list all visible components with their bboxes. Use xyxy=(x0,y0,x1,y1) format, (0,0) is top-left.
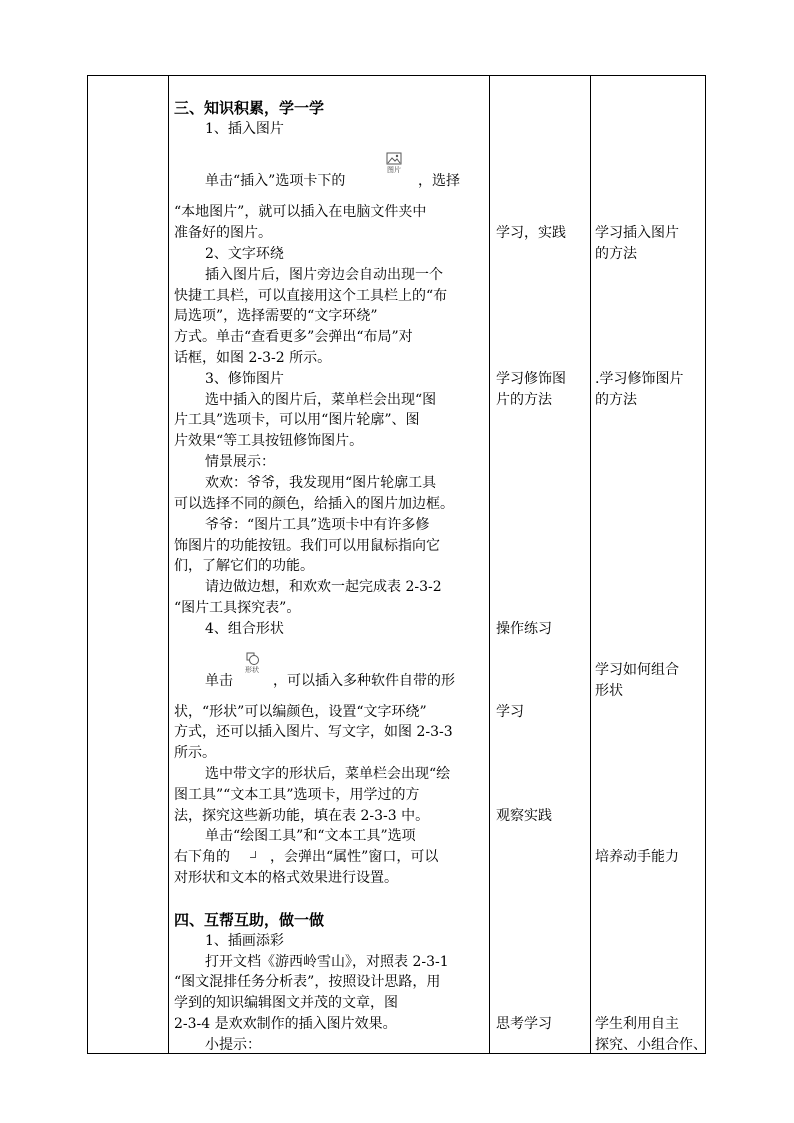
picture-icon xyxy=(385,152,403,175)
intent-cell: 的方法 xyxy=(595,392,637,408)
shapes-icon xyxy=(243,652,261,675)
text-line: 法，探究这些新功能，填在表 2-3-3 中。 xyxy=(174,808,430,824)
dialog-launcher-icon xyxy=(250,851,256,858)
text-line: 片效果“等工具按钮修饰图片。 xyxy=(174,433,364,449)
text-line: 方式。单击“查看更多”会弹出“布局”对 xyxy=(174,329,413,345)
text-line: 状，“形状”可以编颜色，设置“文字环绕” xyxy=(174,704,427,720)
item4-line1-post: ，可以插入多种软件自带的形 xyxy=(273,673,455,689)
item4-title: 4、组合形状 xyxy=(205,621,284,637)
text-line: 饰图片的功能按钮。我们可以用鼠标指向它 xyxy=(174,538,440,554)
text-line: 对形状和文本的格式效果进行设置。 xyxy=(174,870,398,886)
text-line: 所示。 xyxy=(174,745,216,761)
text-line: 快捷工具栏，可以直接用这个工具栏上的“布 xyxy=(174,288,448,304)
text-line: “本地图片”，就可以插入在电脑文件夹中 xyxy=(174,204,427,220)
section4-item1-title: 1、插画添彩 xyxy=(205,933,284,949)
text-line: “图文混排任务分析表”，按照设计思路，用 xyxy=(174,974,441,990)
picture-icon-label: 图片 xyxy=(387,166,401,174)
item4-line1-pre: 单击 xyxy=(205,673,233,689)
activity-cell: 思考学习 xyxy=(496,1016,552,1032)
intent-cell: 的方法 xyxy=(595,246,637,262)
tip-label: 小提示： xyxy=(205,1037,261,1053)
text-line: 方式，还可以插入图片、写文字，如图 2-3-3 xyxy=(174,724,453,740)
item1-title: 1、插入图片 xyxy=(205,121,284,137)
column-divider xyxy=(168,76,169,1053)
item1-line1-post: ，选择 xyxy=(418,173,460,189)
intent-cell: 学习如何组合 xyxy=(595,662,679,678)
text-line: 打开文档《游西岭雪山》，对照表 2-3-1 xyxy=(205,954,449,970)
text-line: 局选项”，选择需要的“文字环绕” xyxy=(174,308,378,324)
text-line: 单击“绘图工具”和“文本工具”选项 xyxy=(205,828,416,844)
activity-cell: 学习 xyxy=(496,704,524,720)
text-line: 学到的知识编辑图文并茂的文章，图 xyxy=(174,995,398,1011)
text-line: 欢欢：爷爷，我发现用“图片轮廓工具 xyxy=(205,475,437,491)
shapes-icon-label: 形状 xyxy=(245,666,259,674)
text-line: 选中带文字的形状后，菜单栏会出现“绘 xyxy=(205,766,451,782)
text-line: 们，了解它们的功能。 xyxy=(174,558,314,574)
text-line: 右下角的 xyxy=(174,849,230,865)
text-line: 话框，如图 2-3-2 所示。 xyxy=(174,350,332,366)
item3-title: 3、修饰图片 xyxy=(205,371,284,387)
text-line: 可以选择不同的颜色，给插入的图片加边框。 xyxy=(174,496,454,512)
column-divider xyxy=(590,76,591,1053)
text-line: 请边做边想，和欢欢一起完成表 2-3-2 xyxy=(205,579,442,595)
scene-title: 情景展示： xyxy=(205,454,275,470)
activity-cell: 操作练习 xyxy=(496,621,552,637)
text-line: 爷爷：“图片工具”选项卡中有许多修 xyxy=(205,517,430,533)
activity-cell: 学习，实践 xyxy=(496,225,566,241)
item2-title: 2、文字环绕 xyxy=(205,246,284,262)
intent-cell: 学生利用自主 xyxy=(595,1016,679,1032)
text-line: 准备好的图片。 xyxy=(174,225,272,241)
intent-cell: .学习修饰图片 xyxy=(595,371,684,387)
text-line: 2-3-4 是欢欢制作的插入图片效果。 xyxy=(174,1016,397,1032)
section3-heading: 三、知识积累，学一学 xyxy=(174,99,325,117)
text-line: 插入图片后，图片旁边会自动出现一个 xyxy=(205,267,443,283)
section4-heading: 四、互帮互助，做一做 xyxy=(174,911,325,929)
text-line: 选中插入的图片后，菜单栏会出现“图 xyxy=(205,392,437,408)
intent-cell: 培养动手能力 xyxy=(595,849,679,865)
intent-cell: 学习插入图片 xyxy=(595,225,679,241)
column-divider xyxy=(489,76,490,1053)
intent-cell: 形状 xyxy=(595,683,623,699)
activity-cell: 学习修饰图 xyxy=(496,371,566,387)
activity-cell: 片的方法 xyxy=(496,392,552,408)
intent-cell: 探究、小组合作、 xyxy=(595,1037,707,1053)
item1-line1-pre: 单击“插入”选项卡下的 xyxy=(205,173,346,189)
text-line: “图片工具探究表”。 xyxy=(174,600,301,616)
text-line: ，会弹出“属性”窗口，可以 xyxy=(270,849,439,865)
text-line: 图工具”“文本工具”选项卡，用学过的方 xyxy=(174,787,420,803)
text-line: 片工具”选项卡，可以用“图片轮廓”、图 xyxy=(174,412,420,428)
activity-cell: 观察实践 xyxy=(496,808,552,824)
